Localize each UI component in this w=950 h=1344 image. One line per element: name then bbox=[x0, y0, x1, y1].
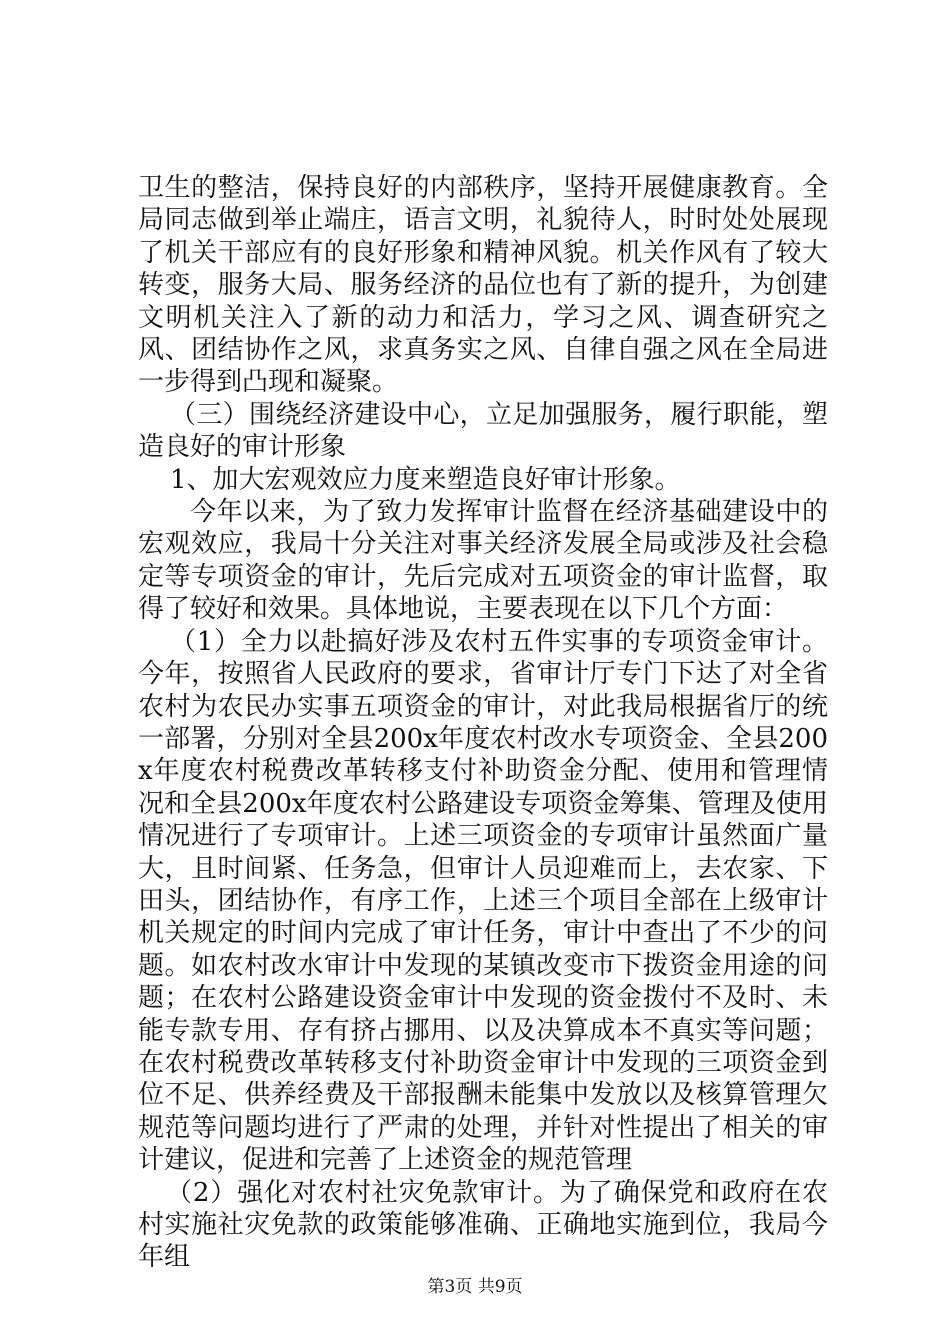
paragraph-item-1: （1）全力以赴搞好涉及农村五件实事的专项资金审计。今年，按照省人民政府的要求，省审计厅专门下达了对全省农村为农民办实事五项资金的审计，对此我局根据省厅的统一部署，分别对全县200x年度农村改水专项资金、全县200x年度农村税费改革转移支付补助资金分配、使用和管理情况和全县200x年度农村公路建设专项资金筹集、管理及使用情况进行了专项审计。上述三项资金的专项审计虽然面广量大，且时间紧、任务急，但审计人员迎难而上，去农家、下田头，团结协作，有序工作，上述三个项目全部在上级审计机关规定的时间内完成了审计任务，审计中查出了不少的问题。如农村改水审计中发现的某镇改变市下拨资金用途的问题；在农村公路建设资金审计中发现的资金拨付不及时、未能专款专用、存有挤占挪用、以及决算成本不真实等问题；在农村税费改革转移支付补助资金审计中发现的三项资金到位不足、供养经费及干部报酬未能集中发放以及核算管理欠规范等问题均进行了严肃的处理，并针对性提出了相关的审计建议，促进和完善了上述资金的规范管理 bbox=[138, 626, 828, 1176]
section-heading: （三）围绕经济建设中心，立足加强服务，履行职能，塑造良好的审计形象 bbox=[138, 399, 828, 463]
paragraph-continuation: 卫生的整洁，保持良好的内部秩序，坚持开展健康教育。全局同志做到举止端庄，语言文明，礼貌待人，时时处处展现了机关干部应有的良好形象和精神风貌。机关作风有了较大转变，服务大局、服务经济的品位也有了新的提升，为创建文明机关注入了新的动力和活力，学习之风、调查研究之风、团结协作之风，求真务实之风、自律自强之风在全局进一步得到凸现和凝聚。 bbox=[138, 173, 828, 398]
document-body bbox=[138, 172, 828, 1274]
subsection-heading: 1、加大宏观效应力度来塑造良好审计形象。 bbox=[170, 464, 681, 495]
paragraph-item-2: （2）强化对农村社灾免款审计。为了确保党和政府在农村实施社灾免款的政策能够准确、正确地实施到位，我局今年组 bbox=[138, 1177, 828, 1273]
page-number-footer: 第3页 共9页 bbox=[427, 1277, 523, 1297]
paragraph-intro: 今年以来，为了致力发挥审计监督在经济基础建设中的宏观效应，我局十分关注对事关经济发展全局或涉及社会稳定等专项资金的审计，先后完成对五项资金的审计监督，取得了较好和效果。具体地说，主要表现在以下几个方面： bbox=[138, 497, 828, 625]
